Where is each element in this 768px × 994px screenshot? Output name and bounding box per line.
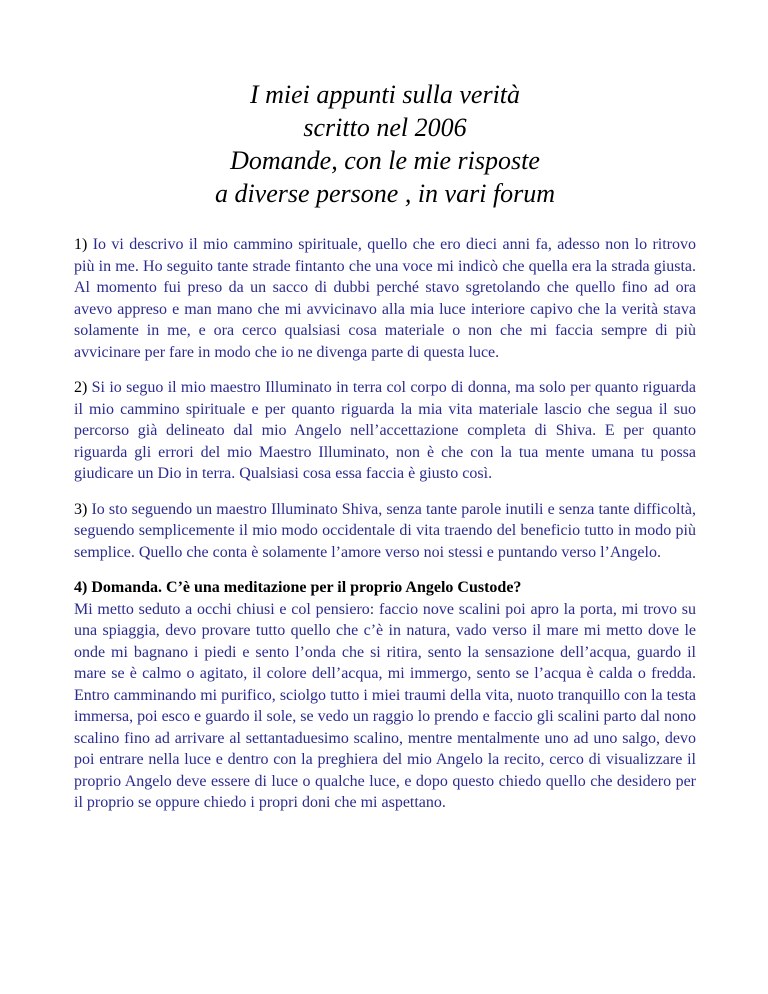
answer-text: Mi metto seduto a occhi chiusi e col pensiero: faccio nove scalini poi apro la porta, mi trovo su una spiaggia, devo provare tutto quello che c’è in natura, vado verso il mare mi metto dove le onde mi bagnano i piedi e sento l’onda che si ritira, sento la sensazione dell’acqua, guardo il mare se è calmo o agitato, il colore dell’acqua, mi immergo, sento se l’acqua è calda o fredda. Entro camminando mi purifico, sciolgo tutto i miei traumi della vita, nuoto tranquillo con la testa immersa, poi esco e guardo il sole, se vedo un raggio lo prendo e faccio gli scalini parto dal nono scalino fino ad arrivare al settantaduesimo scalino, mentre mentalmente uno ad uno salgo, devo poi entrare nella luce e dentro con la preghiera del mio Angelo la recito, cerco di visualizzare il proprio Angelo deve essere di luce o qualche luce, e dopo questo chiedo quello che desidero per il proprio se oppure chiedo i propri doni che mi aspettano.: [74, 600, 696, 811]
question-heading: 4) Domanda. C’è una meditazione per il proprio Angelo Custode?: [74, 579, 522, 596]
title-line-1: I miei appunti sulla verità: [249, 80, 521, 109]
paragraph-number: 2): [74, 379, 88, 396]
paragraph-1: [74, 234, 696, 363]
paragraph-2: [74, 377, 696, 485]
document-title: [74, 78, 696, 210]
paragraph-number: 3): [74, 500, 88, 518]
paragraph-text: Io vi descrivo il mio cammino spirituale, quello che ero dieci anni fa, adesso non lo ritrovo più in me. Ho seguito tante strade fintanto che una voce mi indicò che quella era la strada giusta. Al momento fui preso da un sacco di dubbi perché stavo sgretolando che quello fino ad ora avevo appreso e man mano che mi avvicinavo alla mia luce interiore capivo che la verità stava solamente in me, e ora cerco qualsiasi cosa materiale o non che mi faccia sempre di più avvicinare per fare in modo che io ne divenga parte di questa luce.: [74, 236, 697, 361]
title-line-2: scritto nel 2006: [303, 113, 467, 142]
document-page: [74, 78, 696, 828]
paragraph-number: 1): [74, 236, 88, 253]
question-answer-4: [74, 577, 696, 814]
title-line-3: Domande, con le mie risposte: [230, 146, 540, 175]
paragraph-text: Io sto seguendo un maestro Illuminato Shiva, senza tante parole inutili e senza tante difficoltà, seguendo semplicemente il mio modo occidentale di vita traendo del beneficio tutto in modo più semplice. Quello che conta è solamente l’amore verso noi stessi e puntando verso l’Angelo.: [74, 500, 696, 561]
paragraph-text: Si io seguo il mio maestro Illuminato in terra col corpo di donna, ma solo per quanto riguarda il mio cammino spirituale e per quanto riguarda la mia vita materiale lascio che segua il suo percorso già delineato dal mio Angelo nell’accettazione completa di Shiva. E per quanto riguarda gli errori del mio Maestro Illuminato, non è che con la tua mente umana tu possa giudicare un Dio in terra. Qualsiasi cosa essa faccia è giusto così.: [74, 379, 697, 482]
title-line-4: a diverse persone , in vari forum: [214, 179, 556, 208]
paragraph-3: [74, 499, 696, 564]
